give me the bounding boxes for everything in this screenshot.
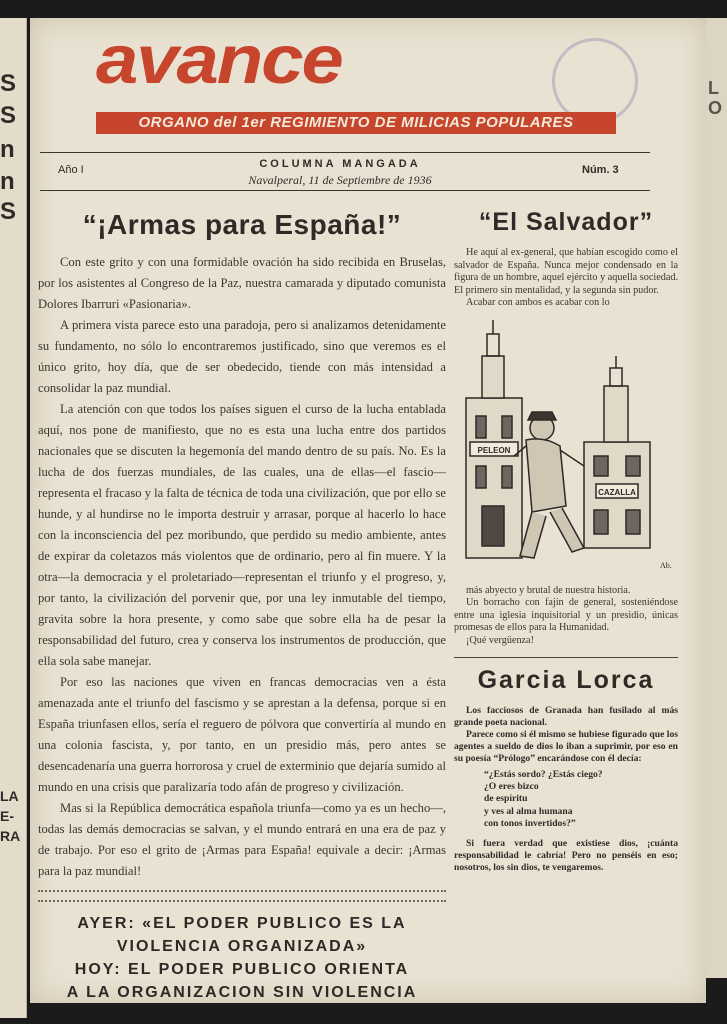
edge-fragment: RA (0, 828, 21, 844)
cartoon-signature: Ab. (660, 560, 672, 570)
header-rule-top (40, 152, 650, 153)
poem-line: y ves al alma humana (484, 805, 573, 817)
edge-fragment: L (708, 78, 719, 98)
prison-tower-icon (584, 356, 650, 548)
poem-line: ¿O eres bizco (484, 781, 539, 793)
main-article (38, 208, 446, 1004)
edge-fragment: E- (0, 808, 14, 824)
edge-fragment: S (0, 70, 17, 97)
poem-line: de espíritu (484, 793, 528, 805)
cartoon-label: PELEON (477, 445, 511, 455)
salvador-paragraph: Acabar con ambos es acabar con lo (466, 297, 610, 308)
issue-number: Núm. 3 (582, 164, 619, 176)
poem-line: con tonos invertidos?” (484, 817, 576, 829)
adjacent-page-left (0, 18, 27, 1018)
salvador-paragraph: Un borracho con fajín de general, sosteniéndose entre una iglesia inquisitorial y un presidio, únicas promesas de ellos para la Humanidad. (454, 597, 678, 633)
slogan-line: VIOLENCIA ORGANIZADA» (116, 938, 368, 955)
edge-fragment: O (708, 98, 723, 118)
salvador-paragraph: ¡Qué vergüenza! (466, 634, 534, 646)
newspaper-page (30, 18, 706, 1003)
masthead-logo: avance (96, 21, 342, 99)
edge-fragment: LA (0, 788, 19, 804)
adjacent-page-right (706, 18, 727, 978)
general-figure-icon (514, 412, 584, 558)
masthead-subtitle: ORGANO del 1er REGIMIENTO DE MILICIAS POPULARES (96, 112, 616, 134)
lorca-paragraph: Si fuera verdad que existiese dios, ¡cuánta responsabilidad le cabría! Pero no penséis en eso; nosotros, los sin dios, te vengaremos. (454, 838, 678, 874)
article-paragraph: Con este grito y con una formidable ovación ha sido recibida en Bruselas, por los asistentes al Congreso de la Paz, nuestra camarada y diputado comunista Dolores Ibarruri «Pasionaria». (38, 255, 446, 311)
slogan-line: AYER: «EL PODER PUBLICO ES LA (77, 915, 407, 932)
edge-fragment: n (0, 136, 15, 163)
issue-year: Año I (58, 164, 84, 176)
cartoon-label: CAZALLA (598, 487, 636, 497)
edge-fragment: n (0, 168, 15, 195)
column-name: COLUMNA MANGADA (259, 158, 421, 170)
ornamental-divider (38, 890, 446, 902)
church-tower-icon (466, 320, 522, 558)
article-paragraph: La atención con que todos los países siguen el curso de la lucha entablada aquí, nos pone de manifiesto, que no es esta una lucha entre dos partidos nacionales que se discuten la hegemonía del mando dentro de su país. No. Es la lucha de dos fuerzas mundiales, de las cuales, una de ellas—el fascio—representa el fracaso y la falta de técnica de toda una civilización, que por ello se hunde, y al hundirse no le importa destruir y arrasar, porque al hacerlo lo hace con la inconsciencia del pez moribundo, que perdido su medio ambiente, antes de expirar da coletazos más violentos que de ordinario, pero al fin muere. Y la otra—la democracia y el proletariado—representan el triunfo y el progreso, y, por tanto, la civilización del porvenir que, por una ley inmutable del tiempo, gravita sobre la hora presente, y como sabe que sobre ella ha de pesar la responsabilidad del futuro, crea y conserva los instrumentos de producción, que ella sola sabe manejar. (38, 402, 446, 668)
side-column (454, 208, 678, 874)
header-rule-bottom (40, 190, 650, 191)
article-paragraph: A primera vista parece esto una paradoja, pero si analizamos detenidamente su fundamento, no sólo lo encontraremos justificado, sino que veremos es el único grito, hoy día, que de ser obedecido, tiende con más intensidad a consolidar la paz mundial. (38, 318, 446, 395)
article-paragraph: Mas si la República democrática española triunfa—como ya es un hecho—, todas las demás democracias se salvan, y el mundo entrará en una era de paz y de trabajo. Por eso el grito de ¡Armas para España! equivale a decir: ¡Armas para la paz mundial! (38, 801, 446, 878)
masthead (96, 21, 616, 131)
salvador-headline: “El Salvador” (478, 208, 654, 236)
lorca-paragraph: Parece como si él mismo se hubiese figurado que los agentes a sueldo de dios lo iban a suprimir, por eso en su poesía “Prólogo” encarándose con él decía: (454, 729, 678, 764)
lorca-headline: Garcia Lorca (454, 657, 678, 695)
slogan-line: A LA ORGANIZACION SIN VIOLENCIA (66, 984, 418, 1001)
article-paragraph: Por eso las naciones que viven en francas democracias ven a ésta amenazada ante el triunfo del fascismo y se aprestan a la defensa, porque si en España triunfasen ellos, sería el reguero de pólvora que convertiría al mundo en una colonia fascista, y, por tanto, en un presidio más, pero antes se desencadenaría una guerra horrorosa y cruel de exterminio que dejaría sumido al mundo en una crisis que paralizaría todo afán de progreso y civilización. (38, 675, 446, 794)
lorca-poem (484, 769, 678, 830)
cartoon-illustration (454, 316, 678, 576)
slogan-line: HOY: EL PODER PUBLICO ORIENTA (74, 961, 410, 978)
lorca-paragraph: Los facciosos de Granada han fusilado al más grande poeta nacional. (454, 705, 678, 728)
place-date: Navalperal, 11 de Septiembre de 1936 (248, 173, 432, 187)
edge-fragment: S (0, 102, 17, 129)
edge-fragment: S (0, 198, 17, 225)
salvador-paragraph: He aquí al ex-general, que habían escogido como el salvador de España. Nunca mejor condensado en la figura de un hombre, aquel ejército y aquella sociedad. El primero sin mentalidad, y la segunda sin pudor. (454, 247, 678, 296)
main-headline: “¡Armas para España!” (82, 209, 402, 240)
salvador-paragraph: más abyecto y brutal de nuestra historia. (466, 584, 631, 596)
poem-line: “¿Estás sordo? ¿Estás ciego? (484, 769, 603, 780)
